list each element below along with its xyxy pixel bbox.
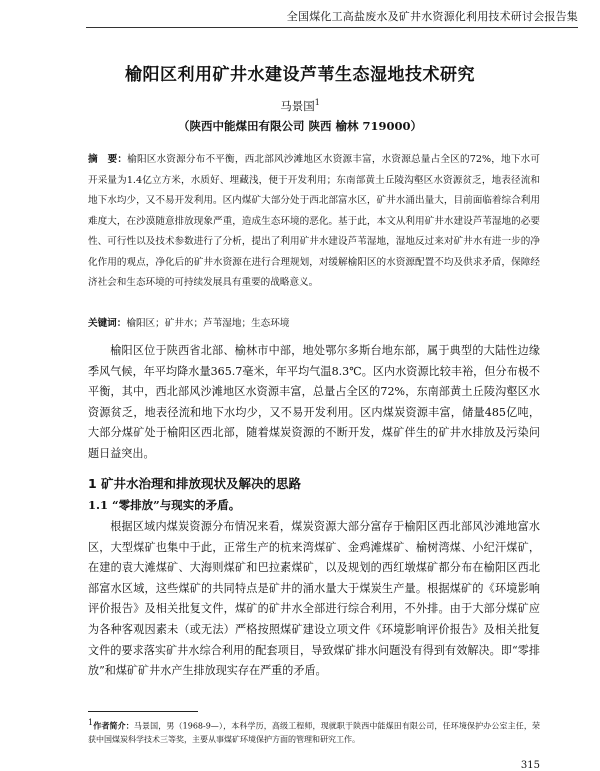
- footnote-mark: 1: [88, 718, 94, 727]
- footnote-divider: [88, 711, 198, 712]
- footnote-label: 作者简介：: [93, 720, 134, 731]
- footnote-text: 马景国，男（1968-9—），本科学历，高级工程师，现就职于陕西中能煤田有限公司，任环境保护办公室主任，荣获中国煤炭科学技术三等奖，主要从事煤矿环境保护方面的管理和研究工作。: [88, 721, 540, 744]
- keywords-label: 关键词：: [88, 318, 127, 329]
- running-header-title: 全国煤化工高盐废水及矿井水资源化利用技术研讨会报告集: [286, 10, 578, 23]
- running-header: [86, 8, 578, 28]
- paper-title: 榆阳区利用矿井水建设芦苇生态湿地技术研究: [125, 65, 475, 85]
- affiliation: （陕西中能煤田有限公司 陕西 榆林 719000）: [177, 119, 423, 133]
- keywords-text: 榆阳区；矿井水；芦苇湿地；生态环境: [126, 318, 290, 329]
- subsection-heading: 1.1 “零排放”与现实的矛盾。: [88, 498, 241, 512]
- author-footnote-mark: 1: [314, 98, 320, 108]
- keywords: [88, 316, 540, 332]
- footnote: [88, 716, 540, 746]
- abstract: [88, 150, 540, 294]
- page-number: 315: [520, 760, 540, 771]
- section-paragraph: 根据区域内煤炭资源分布情况来看，煤炭资源大部分富存于榆阳区西北部风沙滩地富水区，大型煤矿也集中于此，正常生产的杭来湾煤矿、金鸡滩煤矿、榆树湾煤、小纪汗煤矿，在建的袁大滩煤矿、大海则煤矿和巴拉素煤矿，以及规划的西红墩煤矿都分布在榆阳区西北部富水区域，这些煤矿的共同特点是矿井的涌水量大于煤炭生产量。根据煤矿的《环境影响评价报告》及相关批复文件，煤矿的矿井水全部进行综合利用，不外排。由于大部分煤矿应为各种客观因素未（或无法）严格按照煤矿建设立项文件《环境影响评价报告》及相关批复文件的要求落实矿井水综合利用的配套项目，导致煤矿排水问题没有得到有效解决。即“零排放”和煤矿矿井水产生排放现实存在严重的矛盾。: [88, 520, 540, 678]
- abstract-text: 榆阳区水资源分布不平衡，西北部风沙滩地区水资源丰富，水资源总量占全区的72%，地下水可开采量为1.4亿立方米，水质好、埋藏浅，便于开发利用；东南部黄土丘陵沟壑区水资源贫乏，地表径流和地下水均少，又不易开发利用。区内煤矿大部分处于西北部富水区，矿井水涌出量大，目前面临着综合利用难度大，在沙漠随意排放现象严重，造成生态环境的恶化。基于此，本文从利用矿井水建设芦苇湿地的必要性、可行性以及技术参数进行了分析，提出了利用矿井水建设芦苇湿地，湿地反过来对矿井水有进一步的净化作用的观点，净化后的矿井水资源在进行合理规划，对缓解榆阳区的水资源配置不均及供求矛盾，保障经济社会和生态环境的可持续发展具有重要的战略意义。: [88, 154, 540, 288]
- section-heading: 1 矿井水治理和排放现状及解决的思路: [88, 476, 302, 491]
- intro-paragraph: 榆阳区位于陕西省北部、榆林市中部，地处鄂尔多斯台地东部，属于典型的大陆性边缘季风气候，年平均降水量365.7毫米，年平均气温8.3℃。区内水资源比较丰裕，但分布极不平衡，其中，西北部风沙滩地区水资源丰富，总量占全区的72%，东南部黄土丘陵沟壑区水资源贫乏，地表径流和地下水均少，又不易开发利用。区内煤炭资源丰富，储量485亿吨，大部分煤矿处于榆阳区西北部，随着煤炭资源的不断开发，煤矿伴生的矿井水排放及污染问题日益突出。: [88, 344, 540, 460]
- author-name: 马景国: [280, 99, 315, 113]
- abstract-label: 摘 要：: [88, 154, 128, 165]
- author-line: [0, 98, 600, 114]
